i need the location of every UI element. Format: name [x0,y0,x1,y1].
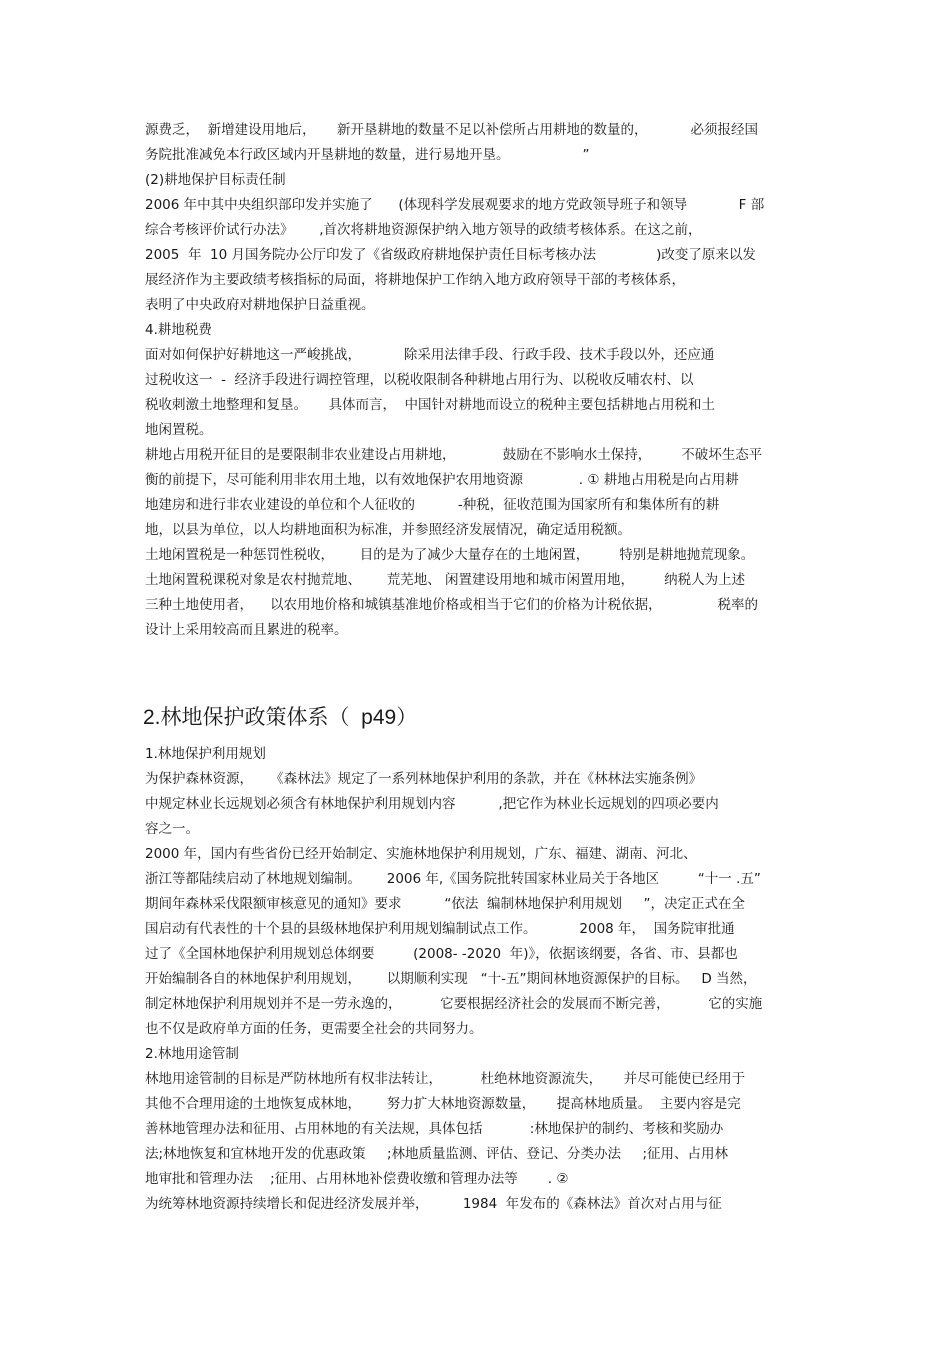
text-line: 面对如何保护好耕地这一严峻挑战， 除采用法律手段、行政手段、技术手段以外，还应通 [145,347,715,363]
text-line: 过了《全国林地保护利用规划总体纲要 (2008- -2020 年)》，依据该纲要，各省、市、县都也 [145,946,738,962]
text-line: 过税收这一 - 经济手段进行调控管理，以税收限制各种耕地占用行为、以税收反哺农村、以 [145,372,694,388]
text-line: 法;林地恢复和宜林地开发的优惠政策 ;林地质量监测、评估、登记、分类办法 ;征用、占用林 [145,1146,729,1162]
text-line: 也不仅是政府单方面的任务，更需要全社会的共同努力。 [145,1021,483,1037]
text-line: 为统筹林地资源持续增长和促进经济发展并举， 1984 年发布的《森林法》首次对占用与征 [145,1196,722,1212]
text-line: (2)耕地保护目标责任制 [145,172,286,188]
text-line: 地，以县为单位，以人均耕地面积为标准，并参照经济发展情况，确定适用税额。 [145,522,631,538]
section-heading: 2.林地保护政策体系（ p49） [143,706,418,729]
text-line: 三种土地使用者， 以农用地价格和城镇基准地价格或相当于它们的价格为计税依据， 税率的 [145,597,758,613]
text-line: 耕地占用税开征目的是要限制非农业建设占用耕地， 鼓励在不影响水土保持， 不破坏生态平 [145,447,763,463]
text-line: 综合考核评价试行办法》 ,首次将耕地资源保护纳入地方领导的政绩考核体系。在这之前， [145,222,702,238]
text-line: 4.耕地税费 [145,322,212,338]
text-line: 开始编制各自的林地保护利用规划， 以期顺利实现 “十-五”期间林地资源保护的目标。 D 当然， [145,971,757,987]
text-line: 制定林地保护利用规划并不是一劳永逸的， 它要根据经济社会的发展而不断完善， 它的实施 [145,996,763,1012]
text-line: 中规定林业长远规划必须含有林地保护利用规划内容 ,把它作为林业长远规划的四项必要内 [145,796,719,812]
text-line: 务院批准减免本行政区域内开垦耕地的数量，进行易地开垦。 ” [145,147,590,163]
text-line: 国启动有代表性的十个县的县级林地保护利用规划编制试点工作。 2008 年， 国务院审批通 [145,921,735,937]
text-line: 为保护森林资源， 《森林法》规定了一系列林地保护利用的条款，并在《林林法实施条例》 [145,771,703,787]
text-line: 其他不合理用途的土地恢复成林地， 努力扩大林地资源数量， 提高林地质量。 主要内容是完 [145,1096,741,1112]
text-line: 林地用途管制的目标是严防林地所有权非法转让， 杜绝林地资源流失， 并尽可能使已经用于 [145,1071,746,1087]
text-line: 地审批和管理办法 ;征用、占用林地补偿费收缴和管理办法等 . ② [145,1171,569,1187]
text-line: 设计上采用较高而且累进的税率。 [145,622,348,638]
text-line: 土地闲置税课税对象是农村抛荒地、 荒芜地、 闲置建设用地和城市闲置用地， 纳税人为上述 [145,572,746,588]
text-line: 地闲置税。 [145,422,213,438]
text-line: 1.林地保护利用规划 [145,746,266,762]
text-line: 2005 年 10 月国务院办公厅印发了《省级政府耕地保护责任目标考核办法 )改变了原来以发 [145,247,756,263]
text-line: 2.林地用途管制 [145,1046,239,1062]
text-line: 地建房和进行非农业建设的单位和个人征收的 -种税，征收范围为国家所有和集体所有的耕 [145,497,720,513]
text-line: 2006 年中其中央组织部印发并实施了 (体现科学发展观要求的地方党政领导班子和领导 F 部 [145,197,765,213]
text-line: 源费乏， 新增建设用地后， 新开垦耕地的数量不足以补偿所占用耕地的数量的， 必须报经国 [145,122,758,138]
text-line: 容之一。 [145,821,199,837]
text-line: 浙江等都陆续启动了林地规划编制。 2006 年,《国务院批转国家林业局关于各地区 “十一 .五” [145,871,761,887]
text-line: 税收刺激土地整理和复垦。 具体而言， 中国针对耕地而设立的税种主要包括耕地占用税和土 [145,397,716,413]
text-line: 土地闲置税是一种惩罚性税收， 目的是为了减少大量存在的土地闲置， 特别是耕地抛荒现象。 [145,547,755,563]
text-line: 善林地管理办法和征用、占用林地的有关法规，具体包括 :林地保护的制约、考核和奖励办 [145,1121,724,1137]
text-line: 2000 年，国内有些省份已经开始制定、实施林地保护利用规划，广东、福建、湖南、河北、 [145,846,697,862]
text-line: 衡的前提下，尽可能利用非农用土地，以有效地保护农用地资源 . ① 耕地占用税是向占用耕 [145,472,739,488]
text-line: 展经济作为主要政绩考核指标的局面，将耕地保护工作纳入地方政府领导干部的考核体系， [145,272,685,288]
text-line: 表明了中央政府对耕地保护日益重视。 [145,297,375,313]
text-line: 期间年森林采伐限额审核意见的通知》要求 “依法 编制林地保护利用规划 ”，决定正式在全 [145,896,745,912]
